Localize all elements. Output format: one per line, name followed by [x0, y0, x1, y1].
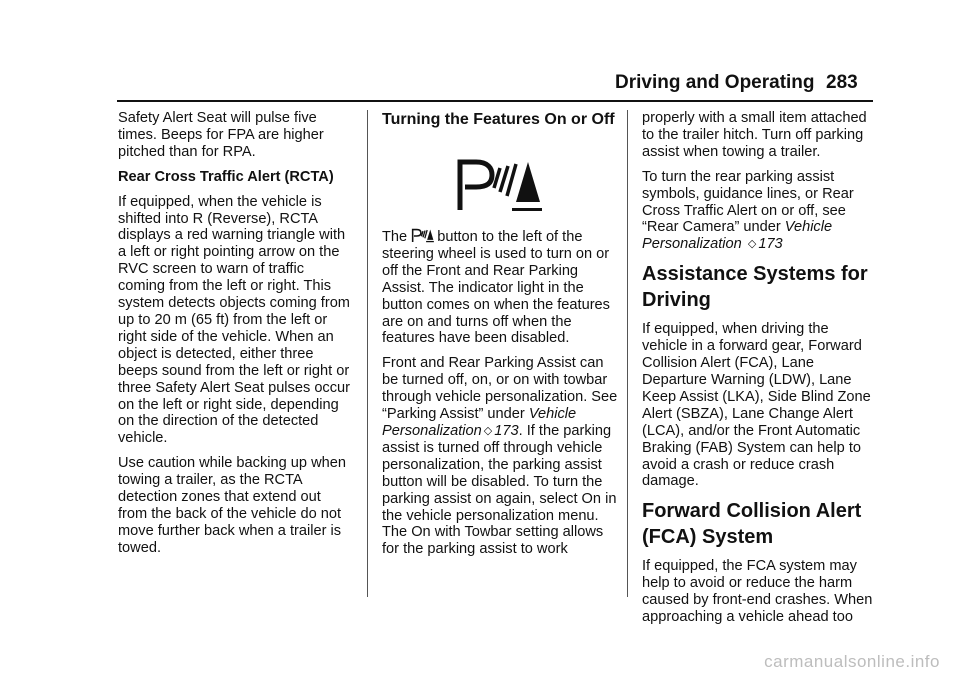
page-reference-icon: ◇: [483, 424, 493, 437]
fca-heading: Forward Collision Alert (FCA) System: [642, 500, 862, 549]
cross-reference-page[interactable]: 173: [758, 236, 783, 253]
paragraph: If equipped, the FCA system may help to avoid or reduce the harm caused by front-end crashes. When approaching a vehicle ahead too: [642, 558, 873, 626]
text-span: button to the left of the steering wheel is used to turn on or off the Front and Rear Parking Assist. The indicator light in the button comes on when the features are on and turns off when the features have been disabled.: [382, 229, 610, 347]
section-title: Driving and Operating: [615, 72, 815, 93]
paragraph: [382, 228, 622, 347]
paragraph: [382, 355, 622, 558]
paragraph: [642, 169, 874, 254]
paragraph: properly with a small item attached to the trailer hitch. Turn off parking assist when towing a trailer.: [642, 110, 867, 160]
page-reference-icon: ◇: [747, 238, 757, 251]
cross-reference-link[interactable]: Vehicle Personalization: [382, 406, 577, 439]
assistance-systems-heading: Assistance Systems for Driving: [642, 263, 868, 312]
text-span: The: [382, 229, 408, 245]
column-right: [642, 110, 874, 634]
text-span: . If the parking assist is turned off through vehicle personalization, the parking assist button will be disabled. To turn the parking assist on again, select On in the vehicle personalization menu. The On with Towbar setting allows for the parking assist to work: [382, 422, 617, 558]
column-left: [118, 110, 354, 565]
paragraph: If equipped, when the vehicle is shifted into R (Reverse), RCTA displays a red warning triangle with a left or right pointing arrow on the RVC screen to warn of traffic coming from the left or right. This system detects objects coming from up to 20 m (65 ft) from the left or right side of the vehicle. When an object is detected, either three beeps sound from the left or right or three Safety Alert Seat pulses occur on the left or right side, depending on the direction of the detected vehicle.: [118, 193, 351, 447]
column-divider: [627, 110, 628, 597]
parking-assist-icon: [411, 228, 435, 243]
column-divider: [367, 110, 368, 597]
cross-reference-link[interactable]: Vehicle Personalization: [642, 219, 833, 253]
text-span: Front and Rear Parking Assist can be turned off, on, or on with towbar through vehicle personalization. See “Parking Assist” under: [382, 355, 618, 423]
page-number: 283: [826, 72, 858, 93]
page-header: [0, 72, 960, 96]
paragraph: Use caution while backing up when towing a trailer, as the RCTA detection zones that extend out from the back of the vehicle do not move further back when a trailer is towed.: [118, 455, 346, 556]
text-span: To turn the rear parking assist symbols, guidance lines, or Rear Cross Traffic Alert on or off, see “Rear Camera” under: [642, 168, 854, 236]
cross-reference-page[interactable]: 173: [494, 422, 519, 439]
watermark: carmanualsonline.info: [764, 652, 940, 671]
paragraph: If equipped, when driving the vehicle in a forward gear, Forward Collision Alert (FCA), Lane Departure Warning (LDW), Lane Keep Assist (LKA), Side Blind Zone Alert (SBZA), Lane Change Alert (LCA), and/or the Front Automatic Braking (FAB) System can help to avoid a crash or reduce crash damage.: [642, 321, 871, 490]
header-rule: [117, 100, 873, 102]
rcta-heading: Rear Cross Traffic Alert (RCTA): [118, 168, 334, 185]
paragraph: Safety Alert Seat will pulse five times. Beeps for FPA are higher pitched than for RPA.: [118, 110, 324, 160]
parking-assist-icon: [454, 156, 546, 214]
column-middle: [382, 110, 622, 566]
features-heading: Turning the Features On or Off: [382, 111, 615, 128]
